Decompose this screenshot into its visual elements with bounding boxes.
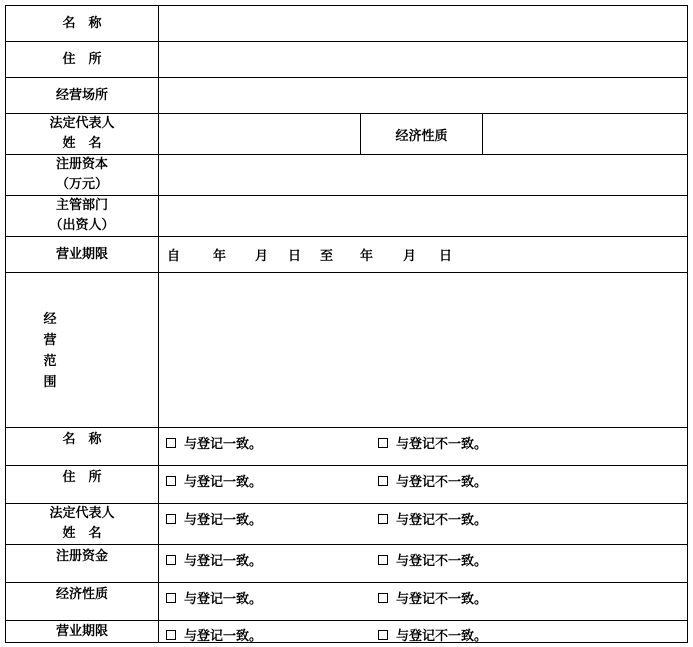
checkbox-square-icon[interactable]: [166, 438, 176, 448]
label-legal-representative: 法定代表人 姓 名: [49, 116, 115, 151]
verify-label-business-term: 营业期限: [55, 624, 108, 639]
checkbox-name-inconsistent[interactable]: 与登记不一致。: [378, 433, 487, 452]
checkbox-square-icon[interactable]: [378, 593, 388, 603]
checkbox-economic-inconsistent[interactable]: 与登记不一致。: [378, 588, 487, 607]
checkbox-legal-rep-consistent[interactable]: 与登记一致。: [166, 509, 262, 528]
business-term-value: 自 年 月 日 至 年 月 日: [167, 249, 453, 264]
label-business-scope: 经 营 范 围: [43, 312, 57, 390]
verify-label-registered-capital: 注册资金: [55, 549, 108, 564]
row-divider: [6, 272, 687, 273]
checkbox-term-inconsistent[interactable]: 与登记不一致。: [378, 625, 487, 644]
checkbox-square-icon[interactable]: [378, 438, 388, 448]
registration-form-table: [5, 5, 688, 643]
checkbox-square-icon[interactable]: [378, 476, 388, 486]
verify-label-name: 名 称: [62, 432, 102, 447]
verify-label-legal-representative: 法定代表人 姓 名: [49, 506, 115, 541]
checkbox-domicile-consistent[interactable]: 与登记一致。: [166, 471, 262, 490]
verify-label-economic-nature: 经济性质: [55, 587, 108, 602]
label-business-term: 营业期限: [55, 246, 108, 262]
checkbox-square-icon[interactable]: [166, 555, 176, 565]
checkbox-capital-inconsistent[interactable]: 与登记不一致。: [378, 550, 487, 569]
checkbox-capital-consistent[interactable]: 与登记一致。: [166, 550, 262, 569]
checkbox-legal-rep-inconsistent[interactable]: 与登记不一致。: [378, 509, 487, 528]
checkbox-name-consistent[interactable]: 与登记一致。: [166, 433, 262, 452]
label-domicile: 住 所: [62, 51, 102, 67]
label-name: 名 称: [62, 15, 102, 31]
label-supervising-authority: 主管部门 （出资人）: [49, 198, 115, 233]
checkbox-square-icon[interactable]: [378, 514, 388, 524]
label-registered-capital: 注册资本 （万元）: [55, 157, 108, 192]
checkbox-term-consistent[interactable]: 与登记一致。: [166, 625, 262, 644]
checkbox-square-icon[interactable]: [166, 476, 176, 486]
checkbox-square-icon[interactable]: [378, 630, 388, 640]
label-economic-nature: 经济性质: [395, 128, 448, 144]
column-divider: [482, 113, 483, 154]
verify-label-domicile: 住 所: [62, 470, 102, 485]
checkbox-square-icon[interactable]: [166, 593, 176, 603]
checkbox-domicile-inconsistent[interactable]: 与登记不一致。: [378, 471, 487, 490]
checkbox-square-icon[interactable]: [378, 555, 388, 565]
label-column-divider: [158, 6, 159, 642]
label-business-place: 经营场所: [55, 87, 108, 103]
checkbox-economic-consistent[interactable]: 与登记一致。: [166, 588, 262, 607]
checkbox-square-icon[interactable]: [166, 514, 176, 524]
checkbox-square-icon[interactable]: [166, 630, 176, 640]
